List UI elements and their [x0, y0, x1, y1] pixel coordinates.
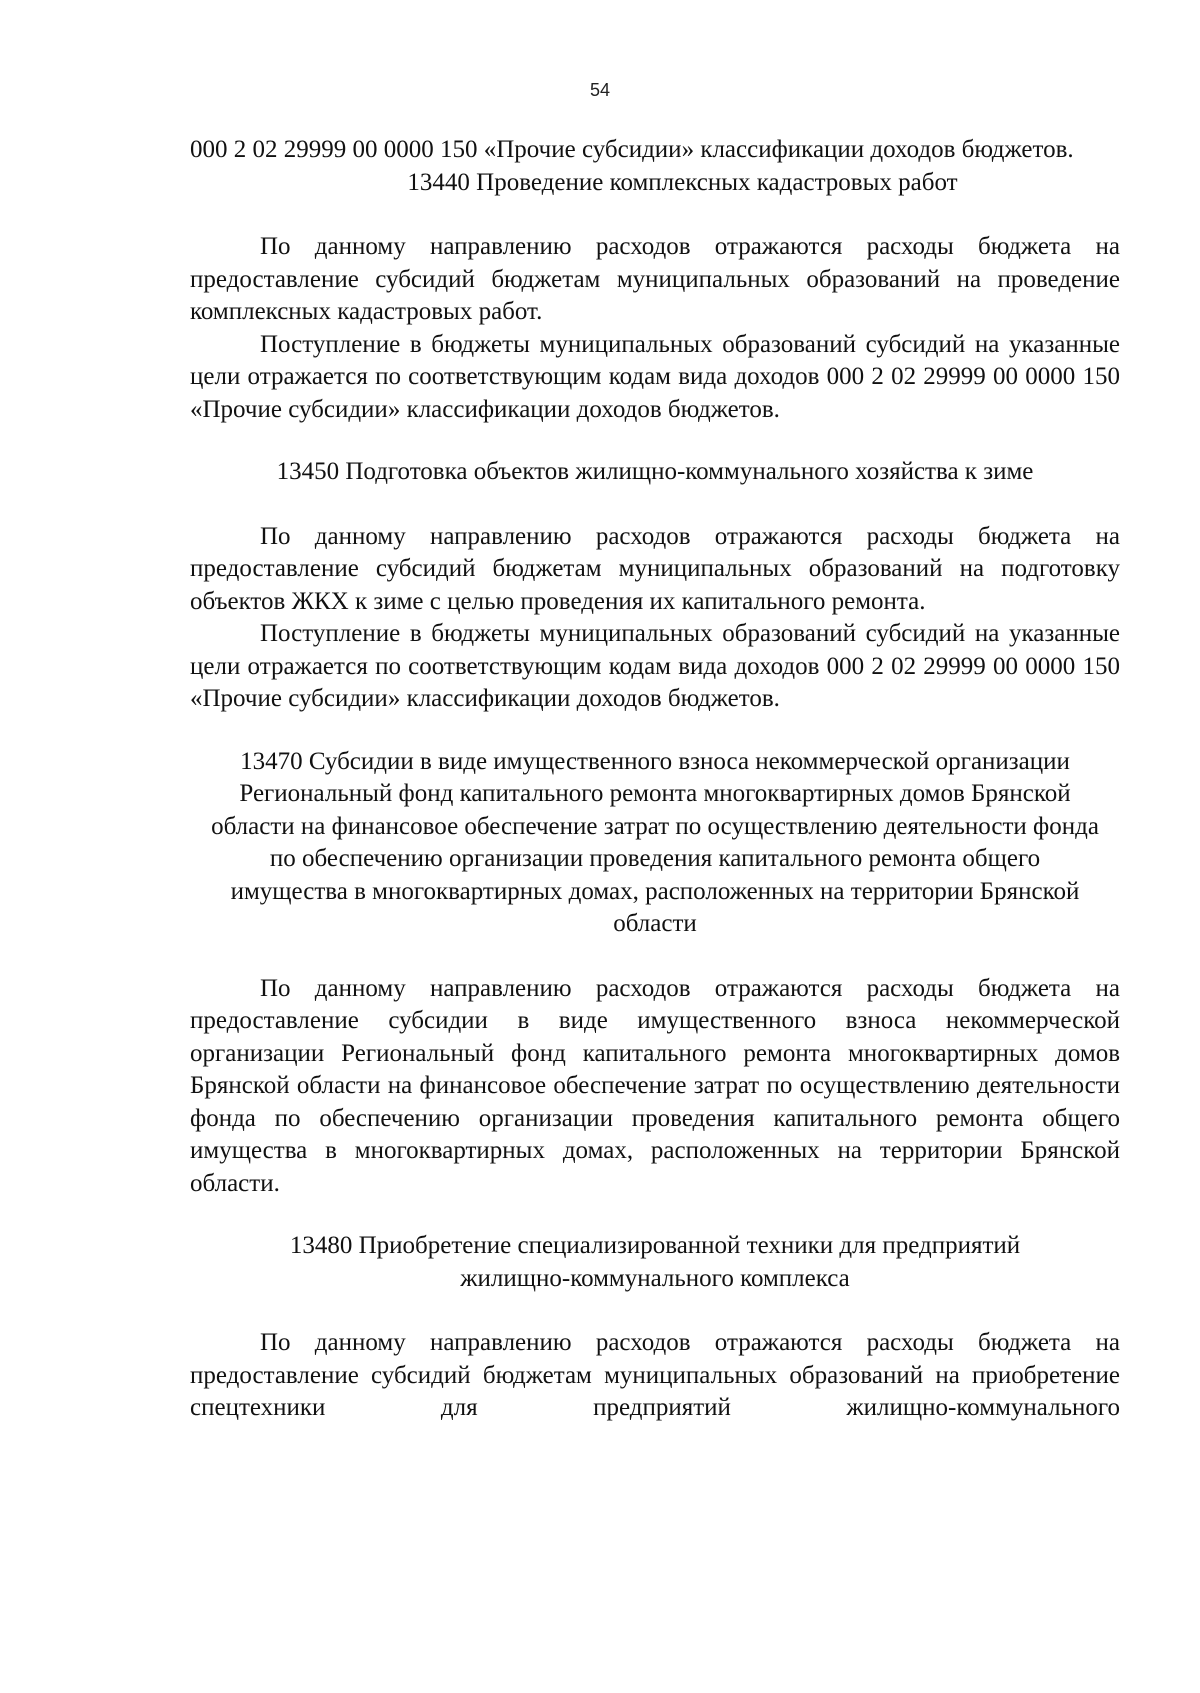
- section-heading-13440: 13440 Проведение комплексных кадастровых работ: [407, 168, 958, 196]
- section-heading-13450: 13450 Подготовка объектов жилищно-коммунального хозяйства к зиме: [276, 458, 1034, 485]
- page-number: 54: [589, 80, 611, 100]
- document-body: [190, 134, 1120, 1425]
- paragraph: Поступление в бюджеты муниципальных образований субсидий на указанные цели отражается по соответствующим кодам вида доходов 000 2 02 29999 00 0000 150 «Прочие субсидии» классификации доходов бюджетов.: [190, 620, 1120, 712]
- section-heading-13480: 13480 Приобретение специализированной техники для предприятий жилищно-коммунального комплекса: [289, 1232, 1021, 1292]
- paragraph: По данному направлению расходов отражаются расходы бюджета на предоставление субсидии в виде имущественного взноса некоммерческой организации Региональный фонд капитального ремонта многоквартирных домов Брянской области на финансовое обеспечение затрат по осуществлению деятельности фонда по обеспечению организации проведения капитального ремонта общего имущества в многоквартирных домах, расположенных на территории Брянской области.: [190, 974, 1120, 1197]
- section-heading-13470: 13470 Субсидии в виде имущественного взноса некоммерческой организации Региональный фонд капитального ремонта многоквартирных домов Брянской области на финансовое обеспечение затрат по осуществлению деятельности фонда по обеспечению организации проведения капитального ремонта общего имущества в многоквартирных домах, расположенных на территории Брянской области: [211, 747, 1099, 937]
- paragraph: По данному направлению расходов отражаются расходы бюджета на предоставление субсидий бюджетам муниципальных образований на приобретение спецтехники для предприятий жилищно-коммунального: [190, 1329, 1120, 1421]
- paragraph: По данному направлению расходов отражаются расходы бюджета на предоставление субсидий бюджетам муниципальных образований на проведение комплексных кадастровых работ.: [190, 233, 1120, 325]
- paragraph: Поступление в бюджеты муниципальных образований субсидий на указанные цели отражается по соответствующим кодам вида доходов 000 2 02 29999 00 0000 150 «Прочие субсидии» классификации доходов бюджетов.: [190, 330, 1120, 423]
- paragraph: По данному направлению расходов отражаются расходы бюджета на предоставление субсидий бюджетам муниципальных образований на подготовку объектов ЖКХ к зиме с целью проведения их капитального ремонта.: [190, 522, 1120, 615]
- paragraph-continued: 000 2 02 29999 00 0000 150 «Прочие субсидии» классификации доходов бюджетов.: [190, 136, 1074, 163]
